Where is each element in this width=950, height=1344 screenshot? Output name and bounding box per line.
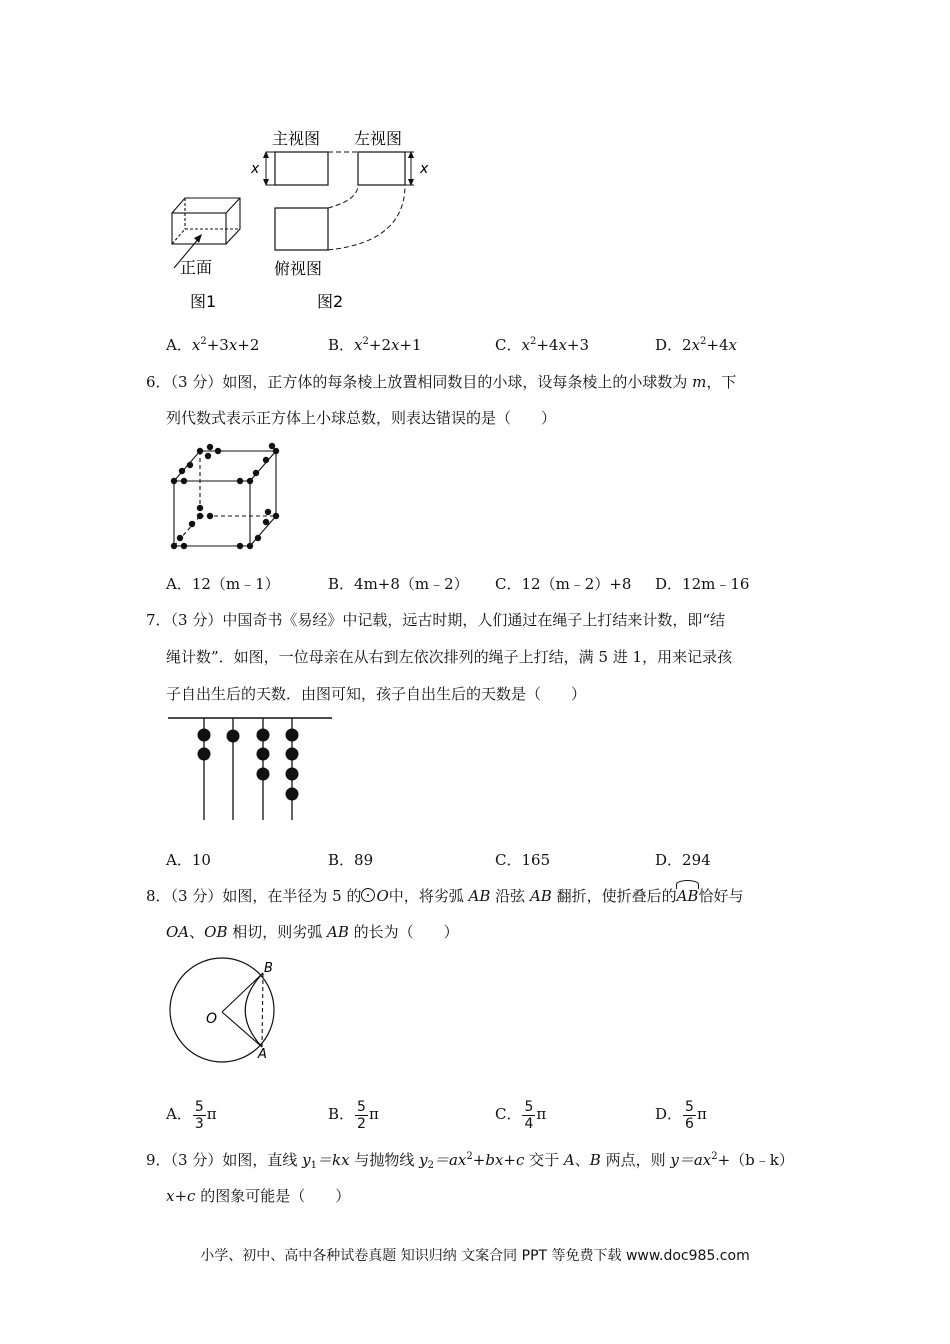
arc-ab-symbol: AB bbox=[676, 887, 699, 905]
q7-knot-figure bbox=[166, 712, 336, 824]
q7-option-a[interactable]: A．10 bbox=[166, 851, 211, 869]
q6-option-c[interactable]: C．12（m﹣2）+8 bbox=[495, 575, 632, 593]
q7-number: 7． bbox=[146, 611, 171, 629]
circle-dot-symbol bbox=[361, 888, 375, 902]
fraction: $\frac{5}{3}$ bbox=[194, 1098, 204, 1132]
projection-arc bbox=[328, 185, 405, 250]
top-view-label: 俯视图 bbox=[274, 259, 323, 278]
q8-option-c[interactable]: C． $\frac{5}{4}$ π bbox=[495, 1098, 547, 1132]
q6-option-a[interactable]: A．12（m﹣1） bbox=[166, 575, 280, 593]
q8-option-d[interactable]: D． $\frac{5}{6}$ π bbox=[655, 1098, 707, 1132]
label-b: B bbox=[264, 961, 273, 976]
top-view-rect bbox=[275, 208, 328, 250]
q5-option-b[interactable]: B．$x^2+2x+1$ bbox=[328, 336, 422, 354]
q8-line1: 8．（3 分）如图，在半径为 5 的 O中，将劣弧 AB 沿弦 AB 翻折，使折叠后的AB恰好与 bbox=[146, 887, 744, 905]
q9-line1: 9．（3 分）如图，直线 $y_1=kx$ 与抛物线 $y_2=ax^2+bx+c$ 交于 A、B 两点，则 $y=ax^2+(b﹣k)$ bbox=[146, 1151, 794, 1171]
q9-line2: x+c 的图象可能是（ ） bbox=[166, 1187, 351, 1205]
fraction: $\frac{5}{6}$ bbox=[685, 1098, 694, 1132]
q5-option-d[interactable]: D．$2x^2+4x$ bbox=[655, 336, 738, 354]
q6-option-b[interactable]: B．4m+8（m﹣2） bbox=[328, 575, 469, 593]
q8-line2: OA、OB 相切，则劣弧 AB 的长为（ ） bbox=[166, 923, 459, 941]
q6-line1: 6．（3 分）如图，正方体的每条棱上放置相同数目的小球，设每条棱上的小球数为 m，下 bbox=[146, 373, 737, 391]
fraction: $\frac{5}{4}$ bbox=[524, 1098, 534, 1132]
x-label-right: x bbox=[420, 161, 429, 177]
q8-number: 8． bbox=[146, 887, 171, 905]
q8-circle-figure bbox=[166, 955, 286, 1065]
x-label-left: x bbox=[251, 161, 260, 177]
label-a: A bbox=[258, 1047, 267, 1062]
q8-option-a[interactable]: A． $\frac{5}{3}$ π bbox=[166, 1098, 217, 1132]
q6-line2: 列代数式表示正方体上小球总数，则表达错误的是（ ） bbox=[166, 409, 557, 427]
q5-option-c[interactable]: C．$x^2+4x+3$ bbox=[495, 336, 590, 354]
q6-number: 6． bbox=[146, 373, 171, 391]
q7-option-c[interactable]: C．165 bbox=[495, 851, 551, 869]
page-footer: 小学、初中、高中各种试卷真题 知识归纳 文案合同 PPT 等免费下载 www.doc985.com bbox=[200, 1248, 750, 1264]
box-3d bbox=[172, 198, 240, 244]
q7-line1: 7．（3 分）中国奇书《易经》中记载，远古时期，人们通过在绳子上打结来计数，即“结 bbox=[146, 611, 726, 629]
left-view-label: 左视图 bbox=[354, 129, 403, 148]
fig2-label: 图2 bbox=[317, 292, 344, 311]
front-view-rect bbox=[275, 152, 328, 185]
fraction: $\frac{5}{2}$ bbox=[357, 1098, 366, 1132]
fig1-label: 图1 bbox=[190, 292, 217, 311]
q5-option-a[interactable]: A．$x^2+3x+2$ bbox=[166, 336, 260, 354]
q8-option-b[interactable]: B． $\frac{5}{2}$ π bbox=[328, 1098, 379, 1132]
q9-number: 9． bbox=[146, 1151, 171, 1169]
q7-option-b[interactable]: B．89 bbox=[328, 851, 374, 869]
q7-option-d[interactable]: D．294 bbox=[655, 851, 711, 869]
label-o: O bbox=[206, 1011, 218, 1027]
left-view-rect bbox=[358, 152, 405, 185]
q6-cube-figure bbox=[160, 438, 290, 558]
projection-arc bbox=[328, 185, 358, 208]
q6-option-d[interactable]: D．12m﹣16 bbox=[655, 575, 750, 593]
front-face-label: 正面 bbox=[180, 258, 213, 277]
q7-line2: 绳计数”．如图，一位母亲在从右到左依次排列的绳子上打结，满 5 进 1，用来记录孩 bbox=[166, 648, 733, 666]
front-view-label: 主视图 bbox=[272, 129, 321, 148]
q7-line3: 子自出生后的天数．由图可知，孩子自出生后的天数是（ ） bbox=[166, 685, 587, 703]
q5-figure bbox=[160, 120, 460, 320]
